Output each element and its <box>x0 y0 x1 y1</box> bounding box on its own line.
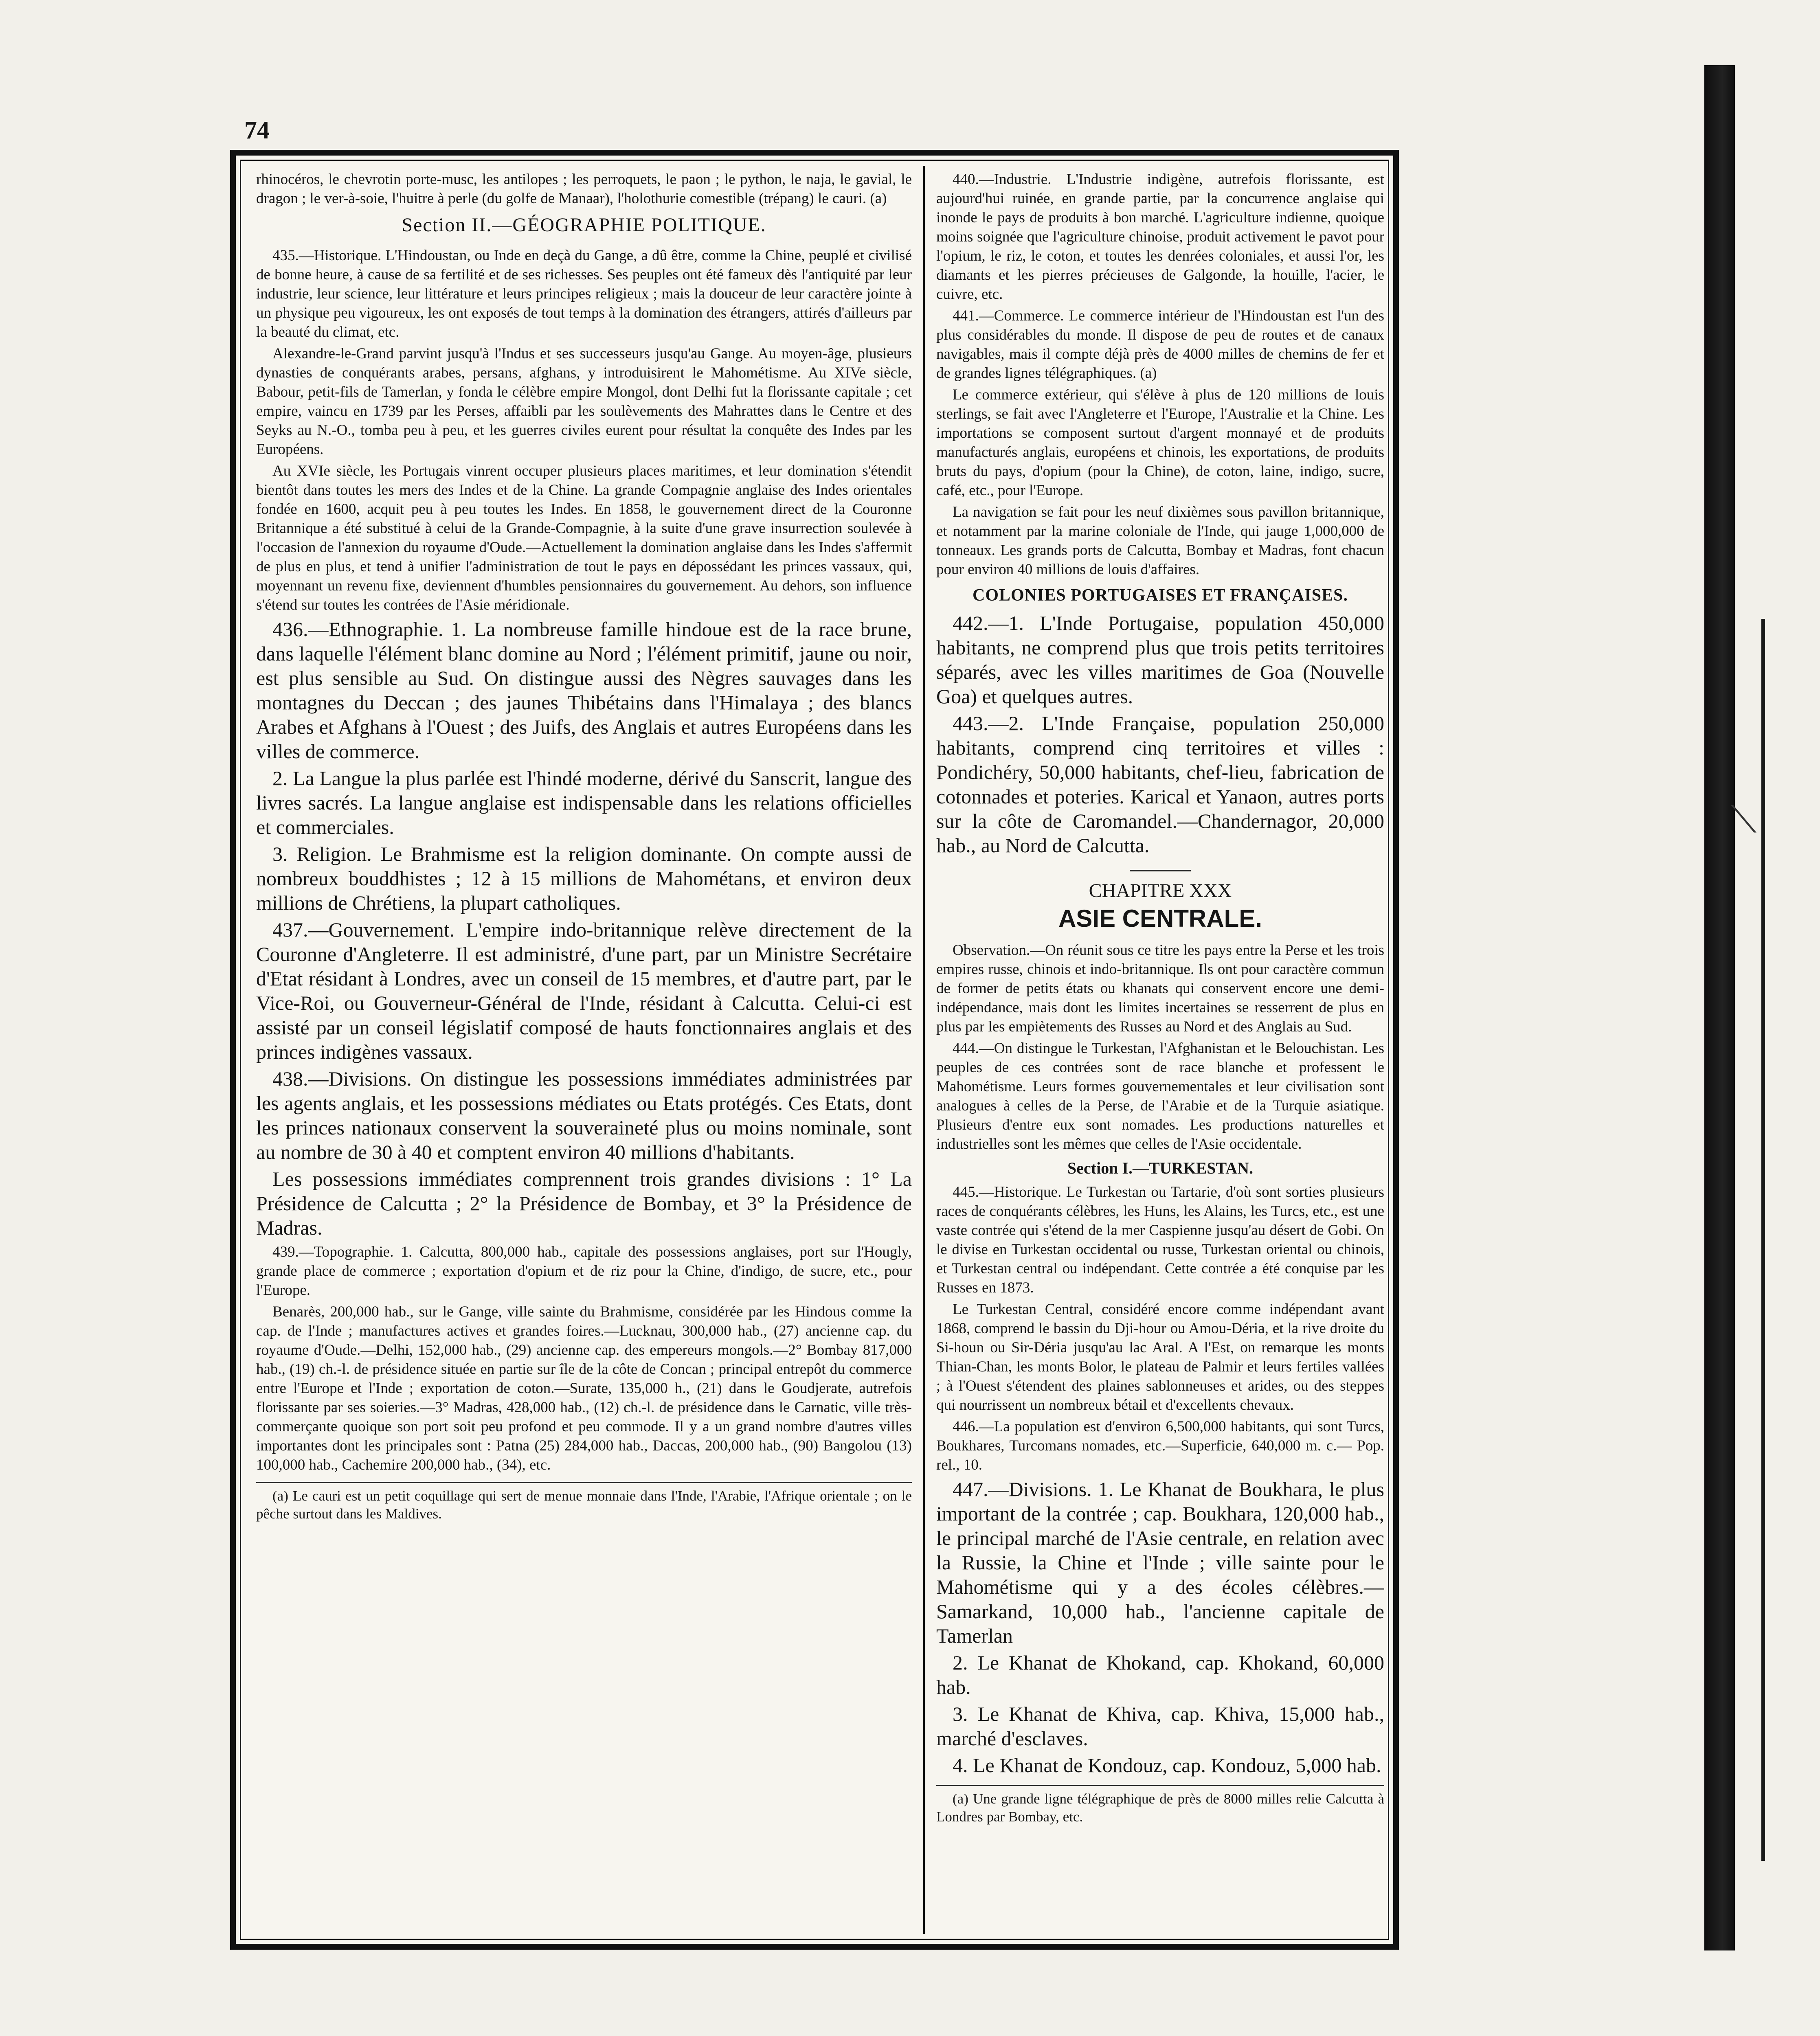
paragraph-435a: 435.—Historique. L'Hindoustan, ou Inde en deçà du Gange, a dû être, comme la Chine, peuplé et civilisé de bonne heure, à cause de sa fertilité et de ses richesses. Ses peuples ont été fameux dès l'antiquité par leur industrie, leur science, leur littérature et leurs principes religieux ; mais la douceur de leur caractère jointe à un physique peu vigoureux, les ont exposés de tout temps à la domination des étrangers, attirés d'ailleurs par la beauté du climat, etc. <box>256 247 912 340</box>
chapter-number: CHAPITRE XXX <box>1089 880 1232 902</box>
paragraph-447-3: 3. Le Khanat de Khiva, cap. Khiva, 15,000 hab., marché d'esclaves. <box>936 1703 1384 1750</box>
section-title: Section II.—GÉOGRAPHIE POLITIQUE. <box>402 214 766 236</box>
right-column <box>936 170 1384 1930</box>
paragraph-435b: Alexandre-le-Grand parvint jusqu'à l'Indus et ses successeurs jusqu'au Gange. Au moyen-âge, plusieurs dynasties de conquérants arabes, persans, afghans, y introduisirent le Mahométisme. Au XIVe siècle, Babour, petit-fils de Tamerlan, y fonda le célèbre empire Mongol, dont Delhi fut la florissante capitale ; cet empire, vaincu en 1739 par les Perses, affaibli par les soulèvements des Mahrattes dans le Centre et des Seyks au N.-O., tomba peu à peu, et les guerres civiles eurent pour résultat la conquête des Indes par les Européens. <box>256 345 912 458</box>
left-column <box>256 170 912 1930</box>
colonies-title: COLONIES PORTUGAISES ET FRANÇAISES. <box>973 586 1348 605</box>
footnote-rule <box>256 1482 912 1483</box>
paragraph-438: 438.—Divisions. On distingue les possessions immédiates administrées par les agents anglais, et les possessions médiates ou Etats protégés. Ces Etats, dont les princes nationaux conservent la souveraineté plus ou moins nominale, sont au nombre de 30 à 40 et comptent environ 40 millions d'habitants. <box>256 1067 912 1163</box>
paragraph-441a: 441.—Commerce. Le commerce intérieur de l'Hindoustan est l'un des plus considérables du monde. Il dispose de peu de routes et de canaux navigables, mais il compte déjà près de 4000 milles de chemins de fer et de grandes lignes télégraphiques. (a) <box>936 307 1384 382</box>
footnote-left: (a) Le cauri est un petit coquillage qui sert de menue monnaie dans l'Inde, l'Arabie, l'Afrique orientale ; on le pêche surtout dans les Maldives. <box>256 1488 912 1522</box>
paragraph-intro: rhinocéros, le chevrotin porte-musc, les antilopes ; les perroquets, le paon ; le python, le naja, le gavial, le dragon ; le ver-à-soie, l'huitre à perle (du golfe de Manaar), l'holothurie comestible (trépang) le cauri. (a) <box>256 171 912 207</box>
paragraph-439a: 439.—Topographie. 1. Calcutta, 800,000 hab., capitale des possessions anglaises, port sur l'Hougly, grande place de commerce ; exportation d'opium et de riz pour la Chine, d'indigo, de sucre, etc., pour l'Europe. <box>256 1244 912 1299</box>
paragraph-443: 443.—2. L'Inde Française, population 250,000 habitants, comprend cinq territoires et villes : Pondichéry, 50,000 habitants, chef-lieu, fabrication de cotonnades et poteries. Karical et Yanaon, autres ports sur la côte de Caromandel.—Chandernagor, 20,000 hab., au Nord de Calcutta. <box>936 712 1384 857</box>
paragraph-442: 442.—1. L'Inde Portugaise, population 450,000 habitants, ne comprend plus que trois petits territoires séparés, avec les villes maritimes de Goa (Nouvelle Goa) et quelques autres. <box>936 612 1384 708</box>
paragraph-441c: La navigation se fait pour les neuf dixièmes sous pavillon britannique, et notamment par la marine coloniale de l'Inde, qui jauge 1,000,000 de tonneaux. Les grands ports de Calcutta, Bombay et Madras, font chacun pour environ 40 millions de louis d'affaires. <box>936 504 1384 578</box>
footnote-right: (a) Une grande ligne télégraphique de près de 8000 milles relie Calcutta à Londres par Bombay, etc. <box>936 1791 1384 1825</box>
paragraph-445b: Le Turkestan Central, considéré encore comme indépendant avant 1868, comprend le bassin du Dji-hour ou Amou-Déria, et la rive droite du Si-houn ou Sir-Déria jusqu'au lac Aral. A l'Est, on remarque les monts Thian-Chan, les monts Bolor, le plateau de Palmir et leurs fertiles vallées ; à l'Ouest s'étendent des plaines sablonneuses et arides, ou des steppes qui nourrissent un nombreux bétail et d'excellents chevaux. <box>936 1301 1384 1413</box>
scan-edge-bar <box>1704 65 1735 1950</box>
paragraph-436-2: 2. La Langue la plus parlée est l'hindé moderne, dérivé du Sanscrit, langue des livres sacrés. La langue anglaise est indispensable dans les relations officielles et commerciales. <box>256 767 912 838</box>
paragraph-436: 436.—Ethnographie. 1. La nombreuse famille hindoue est de la race brune, dans laquelle l'élément blanc domine au Nord ; l'élément primitif, jaune ou noir, est plus sensible au Sud. On distingue aussi des Nègres sauvages dans les montagnes du Deccan ; des jaunes Thibétains dans l'Himalaya ; des blancs Arabes et Afghans à l'Ouest ; des Juifs, des Anglais et autres Européens dans les villes de commerce. <box>256 618 912 763</box>
page-frame <box>230 150 1399 1950</box>
paragraph-447: 447.—Divisions. 1. Le Khanat de Boukhara, le plus important de la contrée ; cap. Boukhara, 120,000 hab., le principal marché de l'Asie centrale, en relation avec la Russie, la Chine et l'Inde ; ville sainte pour le Mahométisme qui y a des écoles célèbres.—Samarkand, 10,000 hab., l'ancienne capitale de Tamerlan <box>936 1478 1384 1647</box>
paragraph-439b: Benarès, 200,000 hab., sur le Gange, ville sainte du Brahmisme, considérée par les Hindous comme la cap. de l'Inde ; manufactures actives et grandes foires.—Lucknau, 300,000 hab., (27) ancienne cap. du royaume d'Oude.—Delhi, 152,000 hab., (29) ancienne cap. des empereurs mongols.—2° Bombay 817,000 hab., (19) ch.-l. de présidence située en partie sur île de la côte de Concan ; principal entrepôt du commerce entre l'Europe et l'Inde ; exportation de coton.—Surate, 135,000 h., (21) dans le Goudjerate, autrefois florissante par ses soieries.—3° Madras, 428,000 hab., (12) ch.-l. de présidence dans le Carnatic, ville très-commerçante quoique son port soit peu profond et peu commode. Il y a un grand nombre d'autres villes importantes dont les principales sont : Patna (25) 284,000 hab., Daccas, 200,000 hab., (90) Bangolou (13) 100,000 hab., Cachemire 200,000 hab., (34), etc. <box>256 1303 912 1473</box>
paragraph-437: 437.—Gouvernement. L'empire indo-britannique relève directement de la Couronne d'Angleterre. Il est administré, d'une part, par un Ministre Secrétaire d'Etat résidant à Londres, avec un conseil de 15 membres, et d'autre part, par le Vice-Roi, ou Gouverneur-Général de l'Inde, résidant à Calcutta. Celui-ci est assisté par un conseil législatif composé de hauts fonctionnaires anglais et des princes indigènes vassaux. <box>256 918 912 1063</box>
chapter-rule <box>1130 870 1191 871</box>
paragraph-436-3: 3. Religion. Le Brahmisme est la religion dominante. On compte aussi de nombreux bouddhistes ; 12 à 15 millions de Mahométans, et environ deux millions de Chrétiens, la plupart catholiques. <box>256 842 912 914</box>
paragraph-440: 440.—Industrie. L'Industrie indigène, autrefois florissante, est aujourd'hui ruinée, en grande partie, par la concurrence anglaise qui inonde le pays de produits à bon marché. L'agriculture indienne, quoique moins soignée que l'agriculture chinoise, produit activement le pavot pour l'opium, le riz, le coton, et toutes les denrées coloniales, et aussi l'or, les diamants et les pierres précieuses de Galgonde, la houille, l'acier, le cuivre, etc. <box>936 171 1384 303</box>
paragraph-438b: Les possessions immédiates comprennent trois grandes divisions : 1° La Présidence de Calcutta ; 2° la Présidence de Bombay, et 3° la Présidence de Madras. <box>256 1167 912 1239</box>
paragraph-445a: 445.—Historique. Le Turkestan ou Tartarie, d'où sont sorties plusieurs races de conquérants célèbres, les Huns, les Alains, les Turcs, etc., est une vaste contrée qui s'étend de la mer Caspienne jusqu'au désert de Gobi. On le divise en Turkestan occidental ou russe, Turkestan oriental ou chinois, et Turkestan central ou indépendant. Cette contrée a été conquise par les Russes en 1873. <box>936 1184 1384 1296</box>
scan-mark-icon: ⟍ <box>1731 798 1756 841</box>
footnote-rule-right <box>936 1785 1384 1786</box>
paragraph-447-2: 2. Le Khanat de Khokand, cap. Khokand, 60,000 hab. <box>936 1651 1384 1698</box>
observation: Observation.—On réunit sous ce titre les pays entre la Perse et les trois empires russe, chinois et indo-britannique. Ils ont pour caractère commun de former de petits états ou khanats qui conservent encore une demi-indépendance, mais dont les limites incertaines se resserrent de plus en plus par les empiètements des Russes au Nord et des Anglais au Sud. <box>936 942 1384 1035</box>
paragraph-441b: Le commerce extérieur, qui s'élève à plus de 120 millions de louis sterlings, se fait avec l'Angleterre et l'Europe, l'Australie et la Chine. Les importations se composent surtout d'argent monnayé et de produits manufacturés anglais, européens et chinois, les exportations, de produits bruts du pays, d'opium (pour la Chine), de coton, laine, indigo, sucre, café, etc., pour l'Europe. <box>936 386 1384 499</box>
paragraph-444: 444.—On distingue le Turkestan, l'Afghanistan et le Belouchistan. Les peuples de ces contrées sont de race blanche et professent le Mahométisme. Leurs formes gouvernementales et leur civilisation sont analogues à celles de la Perse, de l'Arabie et de la Turquie asiatique. Plusieurs d'entre eux sont nomades. Les productions naturelles et industrielles sont les mêmes que celles de l'Asie occidentale. <box>936 1040 1384 1152</box>
column-divider <box>923 166 925 1934</box>
section1-title: Section I.—TURKESTAN. <box>1067 1159 1253 1177</box>
page-number: 74 <box>244 116 270 144</box>
paragraph-435c: Au XVIe siècle, les Portugais vinrent occuper plusieurs places maritimes, et leur domination s'étendit bientôt dans toutes les mers des Indes et de la Chine. La grande Compagnie anglaise des Indes orientales fondée en 1600, acquit peu à peu toutes les Indes. En 1858, le gouvernement direct de la Couronne Britannique a été substitué à celui de la Grande-Compagnie, à la suite d'une grave insurrection soulevée à l'occasion de l'annexion du royaume d'Oude.—Actuellement la domination anglaise dans les Indes s'affermit de plus en plus, et tend à unifier l'administration de tout le pays en dépossédant les princes vassaux, qui, moyennant un revenu fixe, deviennent d'humbles pensionnaires du gouvernement. Au dehors, son influence s'étend sur toutes les contrées de l'Asie méridionale. <box>256 463 912 613</box>
paragraph-447-4: 4. Le Khanat de Kondouz, cap. Kondouz, 5,000 hab. <box>953 1754 1381 1777</box>
paragraph-446: 446.—La population est d'environ 6,500,000 habitants, qui sont Turcs, Boukhares, Turcomans nomades, etc.—Superficie, 640,000 m. c.— Pop. rel., 10. <box>936 1418 1384 1473</box>
chapter-title: ASIE CENTRALE. <box>1058 905 1262 932</box>
scan-edge-line <box>1761 619 1765 1861</box>
